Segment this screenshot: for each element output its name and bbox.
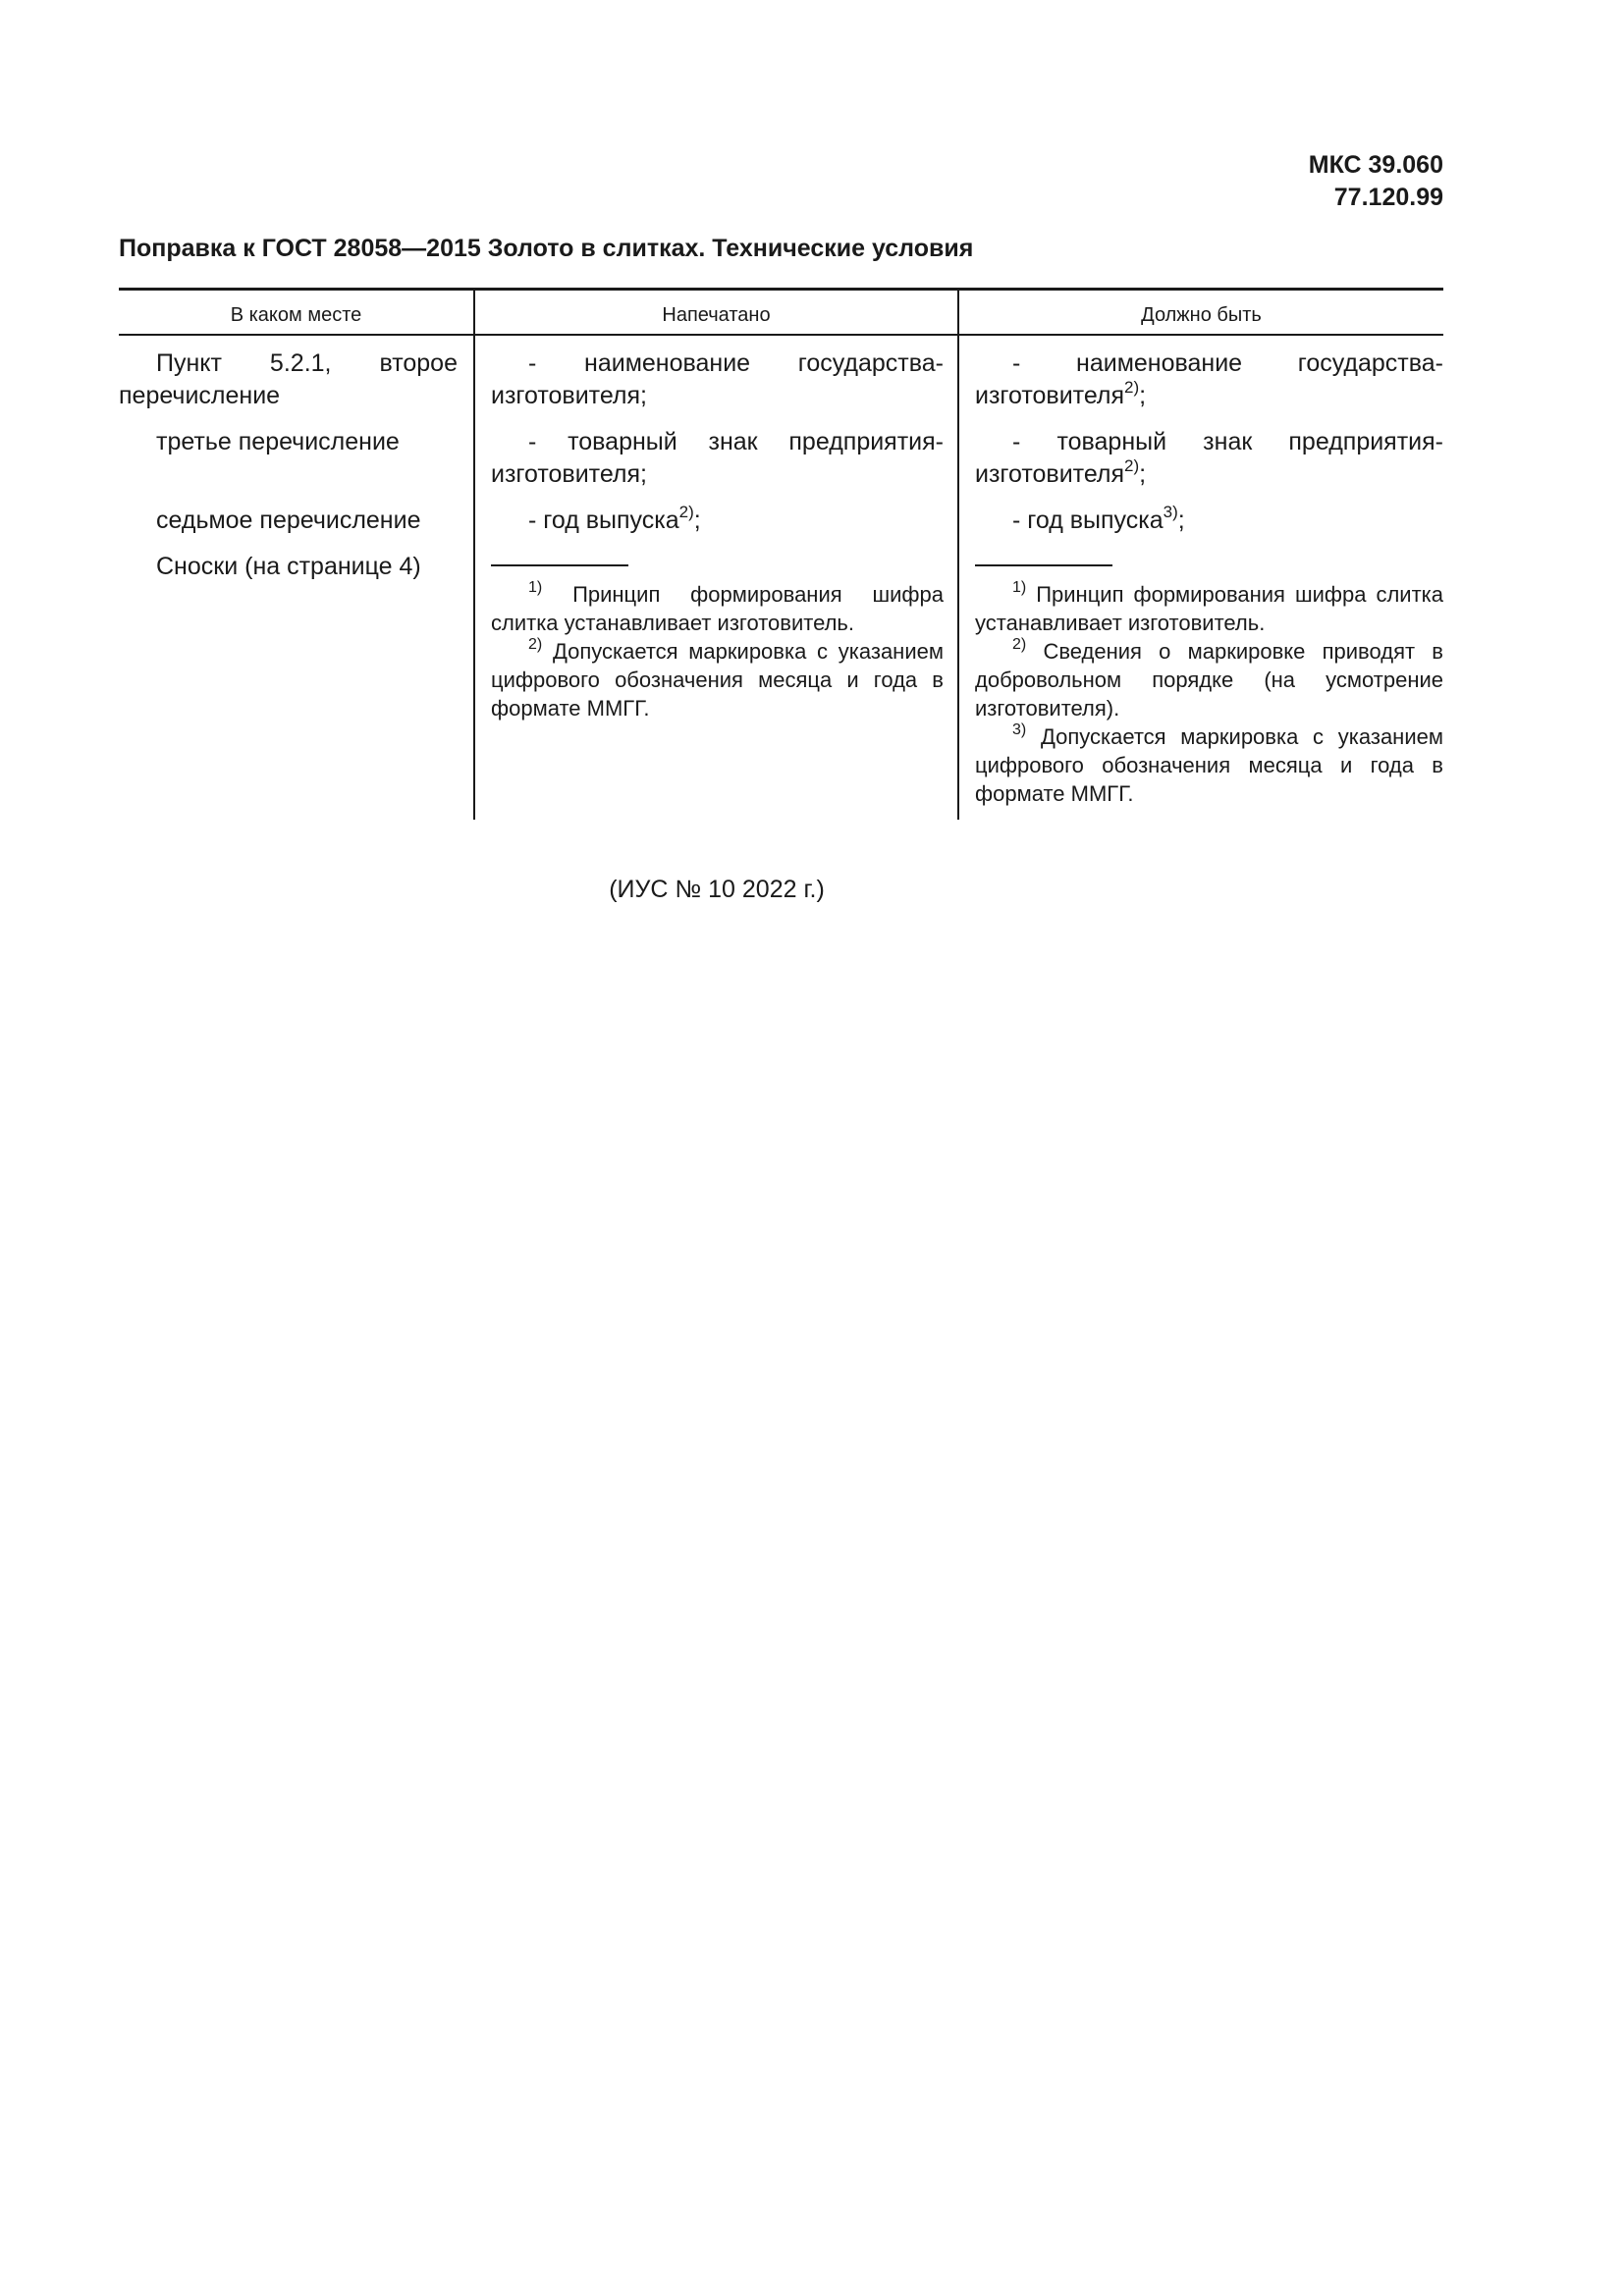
footnote: $^{1)}$ Принцип формирования шифра слитка устанавливает изготовитель. (491, 579, 944, 635)
table-row (119, 505, 1443, 551)
footnote: $^{2)}$ Допускается маркировка с указанием цифрового обозначения месяца и года в формате ММГГ. (491, 636, 944, 721)
correction-table (119, 288, 1443, 820)
table-header-row (119, 290, 1443, 336)
header-should-be: Должно быть (958, 290, 1443, 336)
footnote-ref: 2) (678, 503, 694, 521)
place-cell: Пункт 5.2.1, второе перечисление (119, 349, 458, 409)
place-cell: седьмое перечисление (156, 507, 421, 534)
footnote: $^{2)}$ Сведения о маркировке приводят в добровольном порядке (на усмотрение изготовителя). (975, 636, 1443, 721)
footnote: $^{1)}$ Принцип формирования шифра слитка устанавливает изготовитель. (975, 579, 1443, 635)
ius-reference: (ИУС № 10 2022 г.) (609, 876, 825, 903)
mks-code-2: 77.120.99 (1333, 184, 1443, 211)
mks-code-1: МКС 39.060 (1308, 151, 1443, 179)
table-row (119, 551, 1443, 820)
table-row (119, 335, 1443, 426)
should-be-cell: - год выпуска$^{3)}$; (1012, 503, 1185, 534)
header-place: В каком месте (119, 290, 474, 336)
place-cell: третье перечисление (156, 428, 400, 455)
place-cell: Сноски (на странице 4) (156, 553, 421, 580)
printed-cell: - год выпуска$^{2)}$; (528, 503, 701, 534)
footnote: $^{3)}$ Допускается маркировка с указанием цифрового обозначения месяца и года в формате ММГГ. (975, 721, 1443, 806)
footnote-ref: 2) (1124, 456, 1140, 475)
footnote-divider (975, 564, 1112, 566)
footnote-ref: 2) (1124, 378, 1140, 397)
should-be-cell: - наименование государства-изготовителя$^{2)}$; (975, 349, 1443, 409)
printed-cell: - наименование государства-изготовителя; (491, 349, 944, 409)
footnote-divider (491, 564, 628, 566)
should-be-cell: - товарный знак предприятия-изготовителя$^{2)}$; (975, 428, 1443, 488)
table-row (119, 426, 1443, 505)
document-title: Поправка к ГОСТ 28058—2015 Золото в слитках. Технические условия (119, 235, 974, 262)
footnote-ref: 3) (1163, 503, 1178, 521)
classification-codes (1309, 149, 1443, 214)
header-printed: Напечатано (474, 290, 958, 336)
printed-cell: - товарный знак предприятия-изготовителя; (491, 428, 944, 488)
